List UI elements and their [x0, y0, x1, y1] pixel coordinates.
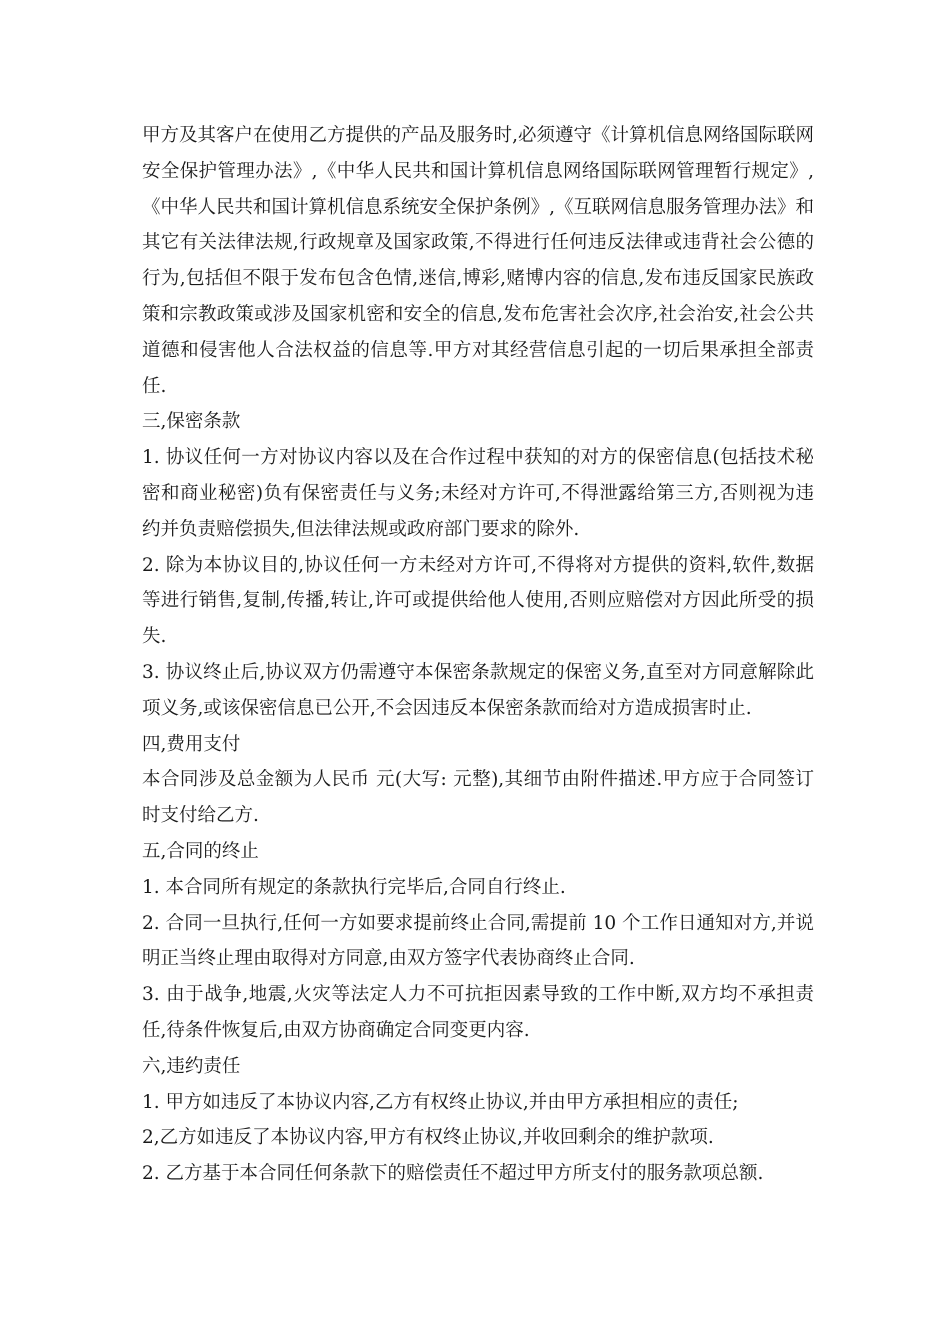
section-heading-payment: 四,费用支付: [142, 733, 241, 755]
paragraph-termination-3: 3. 由于战争,地震,火灾等法定人力不可抗拒因素导致的工作中断,双方均不承担责任,待条件恢复后,由双方协商确定合同变更内容.: [142, 984, 814, 1041]
paragraph-confidentiality-2: 2. 除为本协议目的,协议任何一方未经对方许可,不得将对方提供的资料,软件,数据等进行销售,复制,传播,转让,许可或提供给他人使用,否则应赔偿对方因此所受的损失.: [142, 554, 814, 648]
paragraph-liability-2: 2,乙方如违反了本协议内容,甲方有权终止协议,并收回剩余的维护款项.: [142, 1127, 714, 1149]
paragraph-confidentiality-3: 3. 协议终止后,协议双方仍需遵守本保密条款规定的保密义务,直至对方同意解除此项义务,或该保密信息已公开,不会因违反本保密条款而给对方造成损害时止.: [142, 661, 814, 719]
paragraph-liability-3: 2. 乙方基于本合同任何条款下的赔偿责任不超过甲方所支付的服务款项总额.: [142, 1163, 764, 1185]
paragraph-termination-2: 2. 合同一旦执行,任何一方如要求提前终止合同,需提前 10 个工作日通知对方,并说明正当终止理由取得对方同意,由双方签字代表协商终止合同.: [142, 912, 814, 970]
paragraph-confidentiality-1: 1. 协议任何一方对协议内容以及在合作过程中获知的对方的保密信息(包括技术秘密和商业秘密)负有保密责任与义务;未经对方许可,不得泄露给第三方,否则视为违约并负责赔偿损失,但法律法规或政府部门要求的除外.: [142, 447, 814, 540]
paragraph-payment: 本合同涉及总金额为人民币 元(大写: 元整),其细节由附件描述.甲方应于合同签订时支付给乙方.: [142, 769, 814, 827]
section-heading-termination: 五,合同的终止: [142, 840, 259, 862]
section-heading-confidentiality: 三,保密条款: [142, 411, 241, 433]
paragraph-termination-1: 1. 本合同所有规定的条款执行完毕后,合同自行终止.: [142, 876, 566, 898]
paragraph-compliance: 甲方及其客户在使用乙方提供的产品及服务时,必须遵守《计算机信息网络国际联网安全保护管理办法》,《中华人民共和国计算机信息网络国际联网管理暂行规定》,《中华人民共和国计算机信息系统安全保护条例》,《互联网信息服务管理办法》和其它有关法律法规,行政规章及国家政策,不得进行任何违反法律或违背社会公德的行为,包括但不限于发布包含色情,迷信,博彩,赌博内容的信息,发布违反国家民族政策和宗教政策或涉及国家机密和安全的信息,发布危害社会次序,社会治安,社会公共道德和侵害他人合法权益的信息等.甲方对其经营信息引起的一切后果承担全部责任.: [142, 125, 814, 397]
document-page: [142, 118, 814, 1192]
section-heading-liability: 六,违约责任: [142, 1055, 241, 1077]
paragraph-liability-1: 1. 甲方如违反了本协议内容,乙方有权终止协议,并由甲方承担相应的责任;: [142, 1091, 739, 1113]
